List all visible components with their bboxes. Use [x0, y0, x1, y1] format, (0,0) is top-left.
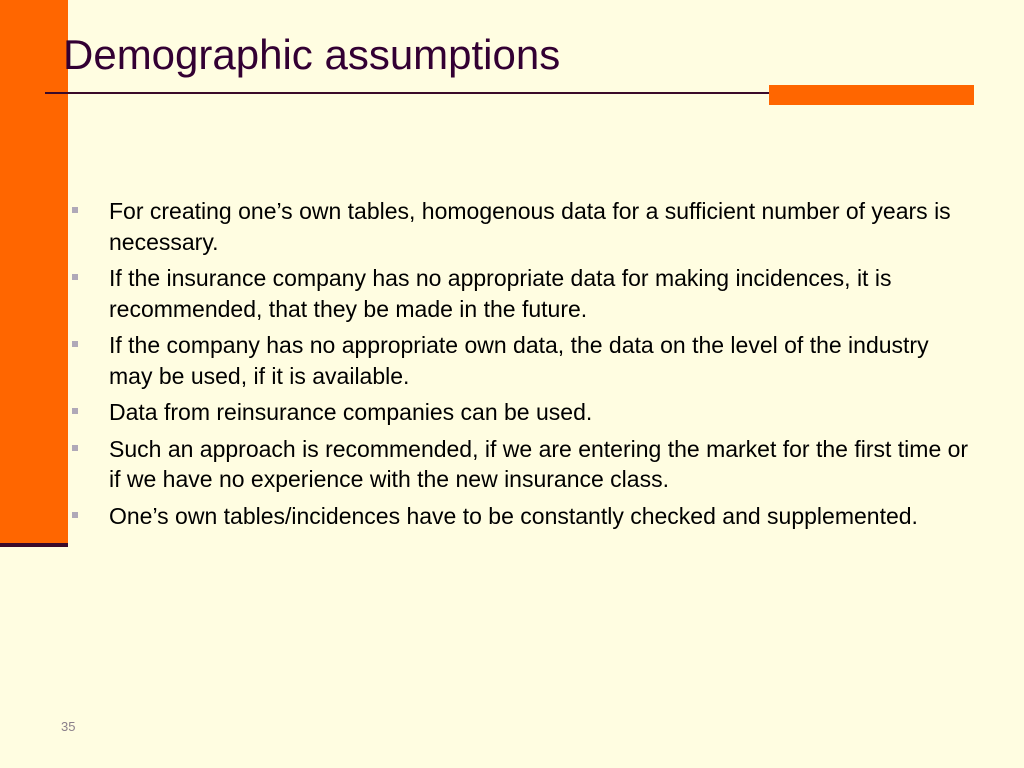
bullet-item — [70, 196, 970, 257]
left-accent-bar — [0, 0, 68, 545]
slide-number: 35 — [61, 719, 76, 734]
slide-title: Demographic assumptions — [63, 31, 561, 78]
bullet-text: Data from reinsurance companies can be used. — [109, 399, 593, 425]
square-bullet-icon — [72, 445, 78, 451]
bullet-item — [70, 263, 970, 324]
bullet-text: Such an approach is recommended, if we are entering the market for the first time or if we have no experience with the new insurance class. — [109, 435, 969, 492]
square-bullet-icon — [72, 274, 78, 280]
left-bar-underline — [0, 543, 68, 547]
bullet-item — [70, 330, 970, 391]
square-bullet-icon — [72, 512, 78, 518]
bullet-text: For creating one’s own tables, homogenous data for a sufficient number of years is necessary. — [109, 198, 951, 255]
title-accent-bar — [769, 85, 974, 105]
square-bullet-icon — [72, 341, 78, 347]
bullet-item — [70, 434, 970, 495]
bullet-list — [70, 196, 970, 537]
bullet-text: One’s own tables/incidences have to be constantly checked and supplemented. — [109, 502, 918, 529]
bullet-text: If the insurance company has no appropriate data for making incidences, it is recommended, that they be made in the future. — [109, 265, 892, 322]
bullet-text: If the company has no appropriate own data, the data on the level of the industry may be used, if it is available. — [109, 332, 929, 389]
square-bullet-icon — [72, 408, 78, 414]
square-bullet-icon — [72, 207, 78, 213]
bullet-item — [70, 501, 970, 532]
bullet-item — [70, 397, 970, 428]
